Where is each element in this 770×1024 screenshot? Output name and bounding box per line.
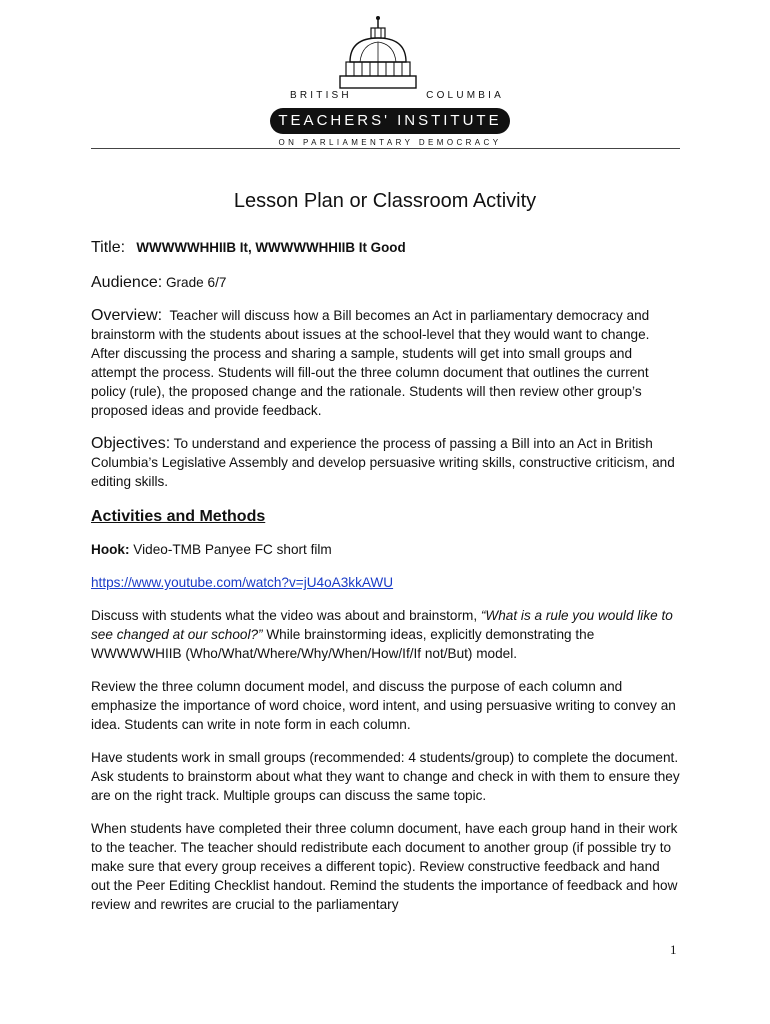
- document-body: [91, 238, 681, 914]
- discuss-text-before: Discuss with students what the video was about and brainstorm,: [91, 608, 478, 623]
- objectives-text: To understand and experience the process of passing a Bill into an Act in British Columbia’s Legislative Assembly and develop persuasive writing skills, constructive criticism, and editing skills.: [91, 436, 675, 489]
- title-value: WWWWWHHIIB It, WWWWWHHIIB It Good: [136, 240, 406, 255]
- institute-logo: [270, 14, 510, 147]
- logo-text-british: BRITISH: [290, 90, 352, 101]
- overview-label: Overview:: [91, 307, 163, 324]
- review-paragraph: Review the three column document model, and discuss the purpose of each column and emphasize the importance of word choice, word intent, and using persuasive writing to convey an idea. Students can write in note form in each column.: [91, 679, 676, 732]
- hook-text: Video-TMB Panyee FC short film: [133, 542, 332, 557]
- audience-row: [91, 273, 681, 292]
- objectives-label: Objectives:: [91, 435, 171, 452]
- hook-row: [91, 540, 681, 559]
- document-title: Lesson Plan or Classroom Activity: [233, 190, 537, 212]
- video-link[interactable]: https://www.youtube.com/watch?v=jU4oA3kkAWU: [91, 575, 394, 590]
- title-label: Title:: [91, 239, 126, 256]
- legislature-dome-icon: [270, 14, 510, 90]
- overview-text: Teacher will discuss how a Bill becomes an Act in parliamentary democracy and brainstorm with the students about issues at the school-level that they would want to change. After discussing the process and sharing a sample, students will get into small groups and attempt the process. Students will fill-out the three column document that outlines the current policy (rule), the proposed change and the rationale. Students will then review other group’s proposed ideas and provide feedback.: [91, 308, 650, 418]
- title-row: [91, 238, 681, 257]
- feedback-paragraph: When students have completed their three column document, have each group hand in their work to the teacher. The teacher should redistribute each document to another group (if possible try to make sure that every group receives a different topic). Review constructive feedback and hand out the Peer Editing Checklist handout. Remind the students the importance of feedback and how review and rewrites are crucial to the parliamentary: [91, 821, 678, 912]
- video-link-row: [91, 573, 681, 592]
- header-divider: [91, 148, 680, 149]
- discuss-paragraph: [91, 606, 681, 663]
- page-number: 1: [670, 942, 677, 957]
- discuss-quote: “What is a rule you would like to see changed at our school?”: [91, 608, 673, 642]
- activities-heading: Activities and Methods: [91, 508, 266, 525]
- hook-label: Hook:: [91, 542, 130, 557]
- groups-paragraph: Have students work in small groups (recommended: 4 students/group) to complete the document. Ask students to brainstorm about what they want to change and check in with them to ensure they are on the right track. Multiple groups can discuss the same topic.: [91, 750, 680, 803]
- logo-banner: TEACHERS' INSTITUTE: [270, 108, 510, 134]
- logo-text-columbia: COLUMBIA: [426, 90, 504, 101]
- logo-subtitle: ON PARLIAMENTARY DEMOCRACY: [278, 138, 502, 147]
- audience-label: Audience:: [91, 274, 163, 291]
- overview-paragraph: [91, 306, 681, 420]
- objectives-paragraph: [91, 434, 681, 491]
- audience-value: Grade 6/7: [165, 275, 227, 290]
- discuss-text-after: While brainstorming ideas, explicitly demonstrating the WWWWWHIIB (Who/What/Where/Why/When/How/If/If not/But) model.: [91, 627, 595, 661]
